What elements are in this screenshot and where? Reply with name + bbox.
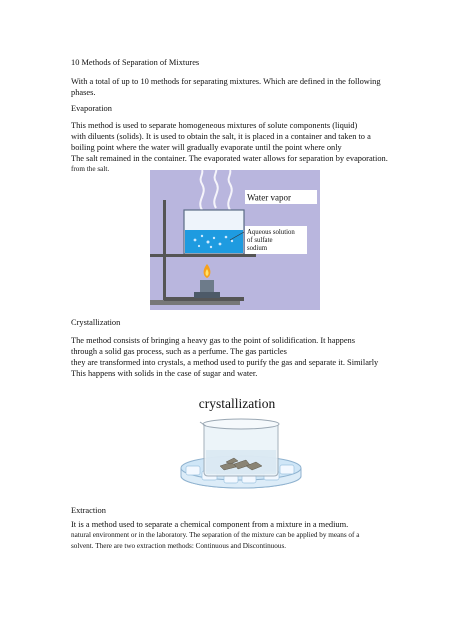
- document-title: 10 Methods of Separation of Mixtures: [71, 58, 200, 67]
- intro-line: phases.: [71, 88, 96, 97]
- evaporation-line: boiling point where the water will gradually evaporate until the point where only: [71, 143, 342, 152]
- intro-line: With a total of up to 10 methods for separating mixtures. Which are defined in the following: [71, 77, 381, 86]
- evaporation-line: This method is used to separate homogeneous mixtures of solute components (liquid): [71, 121, 358, 130]
- label-solution-line: Aqueous solution: [247, 229, 295, 236]
- section-heading-evaporation: Evaporation: [71, 104, 112, 113]
- evaporation-line: with diluents (solids). It is used to obtain the salt, it is placed in a container and taken to a: [71, 132, 371, 141]
- extraction-line: natural environment or in the laboratory. The separation of the mixture can be applied by means of a: [71, 531, 360, 539]
- crystallization-line: This happens with solids in the case of sugar and water.: [71, 369, 258, 378]
- evaporation-line: The salt remained in the container. The evaporated water allows for separation by evaporation.: [71, 154, 388, 163]
- extraction-line: solvent. There are two extraction methods: Continuous and Discontinuous.: [71, 542, 287, 550]
- figure-caption-crystallization: crystallization: [198, 396, 276, 411]
- section-heading-extraction: Extraction: [71, 506, 106, 515]
- label-solution-line: sodium: [247, 245, 268, 252]
- crystallization-line: they are transformed into crystals, a method used to purify the gas and separate it. Similarly: [71, 358, 379, 367]
- evaporation-line: from the salt.: [71, 165, 110, 173]
- crystallization-line: The method consists of bringing a heavy gas to the point of solidification. It happens: [71, 336, 355, 345]
- crystallization-line: through a solid gas process, such as a perfume. The gas particles: [71, 347, 287, 356]
- label-water-vapor: Water vapor: [247, 192, 292, 203]
- label-solution-line: of sulfate: [247, 237, 273, 244]
- section-heading-crystallization: Crystallization: [71, 318, 121, 327]
- evaporation-diagram: [150, 170, 320, 310]
- extraction-line: It is a method used to separate a chemical component from a mixture in a medium.: [71, 520, 349, 529]
